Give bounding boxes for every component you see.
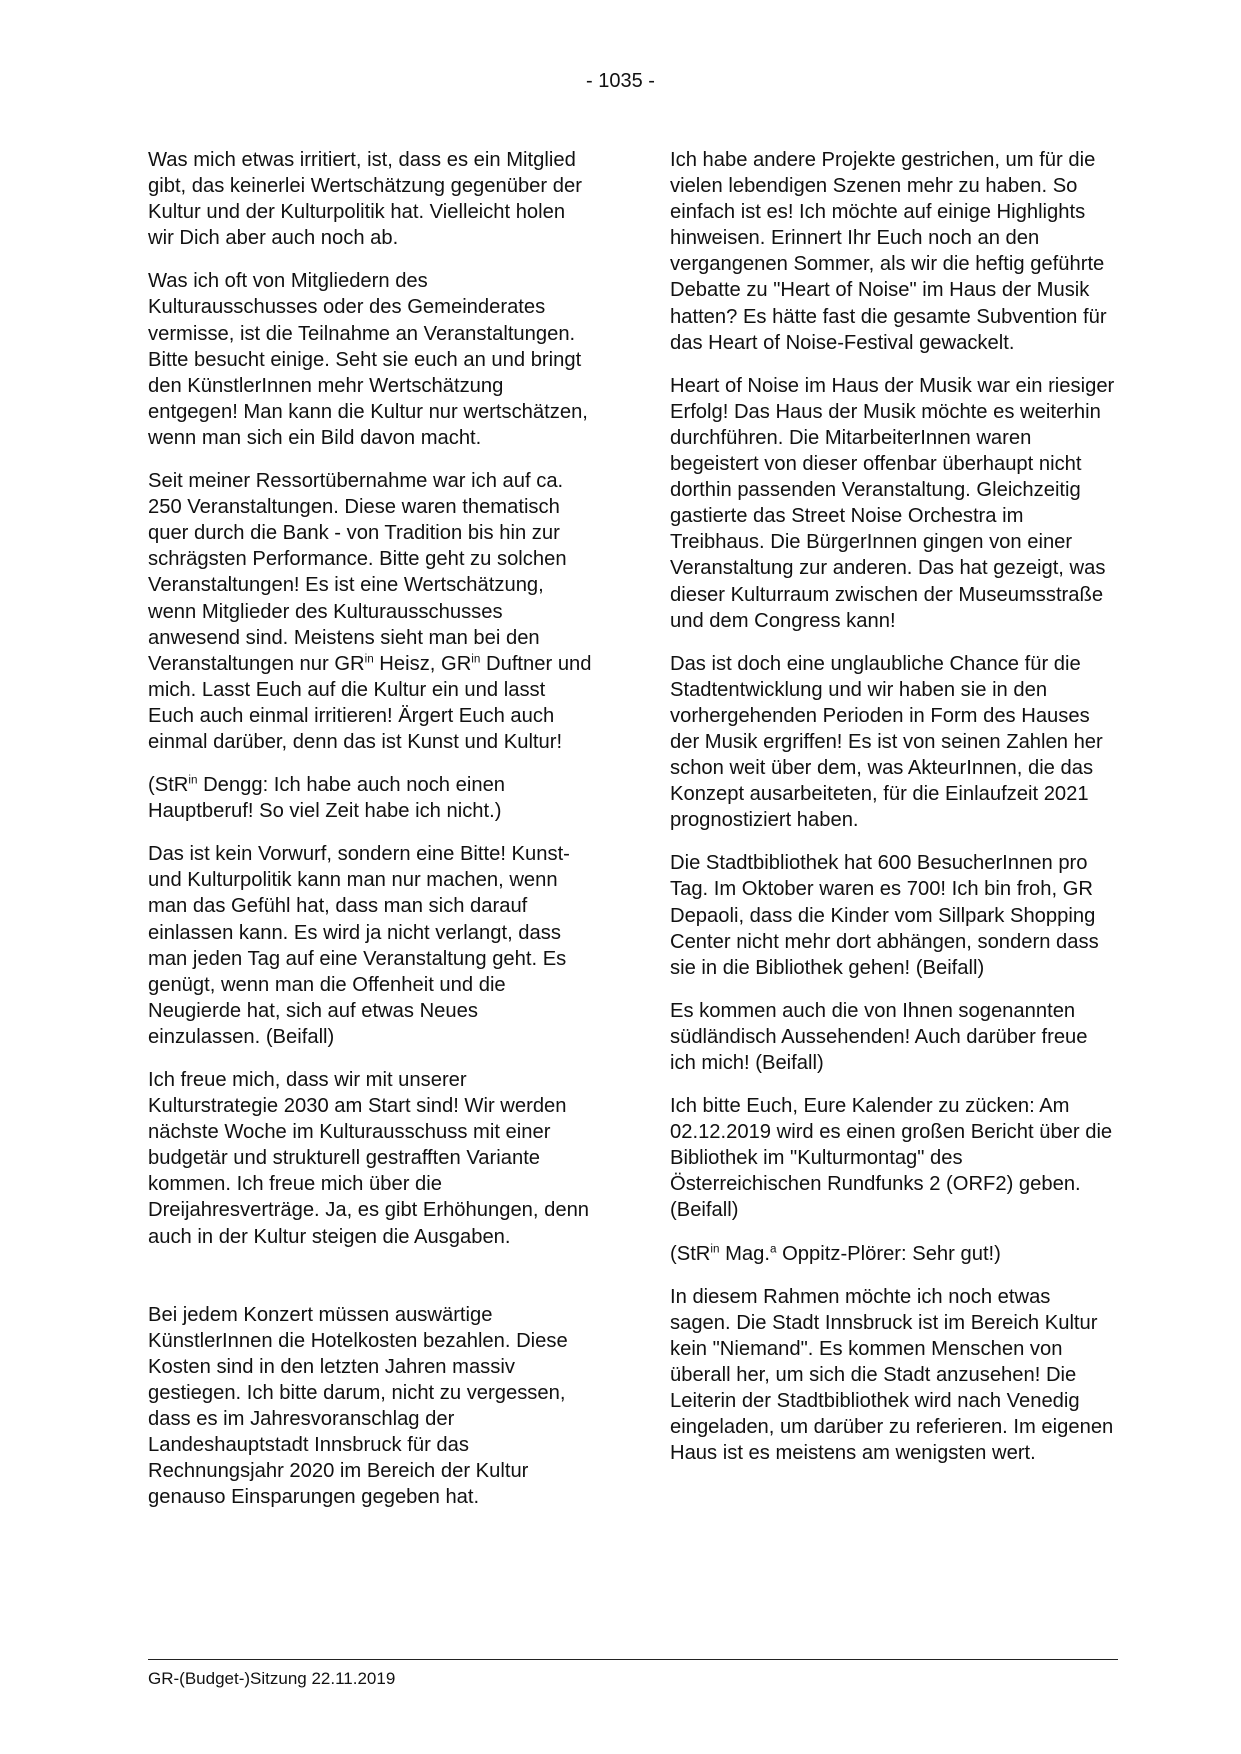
paragraph: Heart of Noise im Haus der Musik war ein riesiger Erfolg! Das Haus der Musik möchte es weiterhin durchführen. Die MitarbeiterInnen waren begeistert von dieser offenbar überhaupt nicht dorthin passenden Veranstaltung. Gleichzeitig gastierte das Street Noise Orchestra im Treibhaus. Die BürgerInnen gingen von einer Veranstaltung zur anderen. Das hat gezeigt, was dieser Kulturraum zwischen der Museumsstraße und dem Congress kann! [670, 374, 1115, 632]
title-abbreviation: GR [441, 652, 472, 675]
paragraph: Es kommen auch die von Ihnen sogenannten südländisch Aussehenden! Auch darüber freue ich mich! (Beifall) [670, 999, 1088, 1074]
text-span: (StR [670, 1242, 711, 1265]
superscript: in [710, 1241, 720, 1255]
footer-session-label: GR-(Budget-)Sitzung 22.11.2019 [148, 1669, 396, 1688]
text-span: Oppitz-Plörer: Sehr gut!) [776, 1242, 1001, 1265]
footer-divider [148, 1659, 1118, 1660]
superscript: in [471, 651, 481, 665]
paragraph: Die Stadtbibliothek hat 600 BesucherInnen pro Tag. Im Oktober waren es 700! Ich bin froh, GR Depaoli, dass die Kinder vom Sillpark Shopping Center nicht mehr dort abhängen, sondern dass sie in die Bibliothek gehen! (Beifall) [670, 852, 1099, 979]
paragraph: Ich habe andere Projekte gestrichen, um für die vielen lebendigen Szenen mehr zu haben. So einfach ist es! Ich möchte auf einige Highlights hinweisen. Erinnert Ihr Euch noch an den vergangenen Sommer, als wir die heftig geführte Debatte zu "Heart of Noise" im Haus der Musik hatten? Es hätte fast die gesamte Subvention für das Heart of Noise-Festival gewackelt. [670, 149, 1107, 354]
left-column [148, 147, 594, 1527]
paragraph: In diesem Rahmen möchte ich noch etwas sagen. Die Stadt Innsbruck ist im Bereich Kultur kein "Niemand". Es kommen Menschen von überall her, um sich die Stadt anzusehen! Die Leiterin der Stadtbibliothek wird nach Venedig eingeladen, um darüber zu referieren. Im eigenen Haus ist es meistens am wenigsten wert. [670, 1285, 1114, 1465]
paragraph: Ich bitte Euch, Eure Kalender zu zücken: Am 02.12.2019 wird es einen großen Bericht über die Bibliothek im "Kulturmontag" des Österreichischen Rundfunks 2 (ORF2) geben. (Beifall) [670, 1095, 1113, 1222]
paragraph: Das ist kein Vorwurf, sondern eine Bitte! Kunst- und Kulturpolitik kann man nur machen, wenn man das Gefühl hat, dass man sich darauf einlassen kann. Es wird ja nicht verlangt, dass man jeden Tag auf eine Veranstaltung geht. Es genügt, wenn man die Offenheit und die Neugierde hat, sich auf etwas Neues einzulassen. (Beifall) [148, 843, 570, 1048]
interjection [670, 1241, 1116, 1267]
superscript: in [364, 651, 374, 665]
text-span: Duftner und mich. Lasst Euch auf die Kultur ein und lasst Euch auch einmal irritieren! Ärgert Euch auch einmal darüber, denn das ist Kunst und Kultur! [148, 652, 592, 753]
superscript: a [769, 1241, 777, 1255]
superscript: in [188, 773, 198, 787]
right-column [670, 147, 1116, 1483]
paragraph: Ich freue mich, dass wir mit unserer Kulturstrategie 2030 am Start sind! Wir werden nächste Woche im Kulturausschuss mit einer budgetär und strukturell gestrafften Variante kommen. Ich freue mich über die Dreijahresverträge. Ja, es gibt Erhöhungen, denn auch in der Kultur steigen die Ausgaben. [148, 1069, 590, 1248]
paragraph: Das ist doch eine unglaubliche Chance für die Stadtentwicklung und wir haben sie in den vorhergehenden Perioden in Form des Hauses der Musik ergriffen! Es ist von seinen Zahlen her schon weit über dem, was AkteurInnen, die das Konzept ausarbeiteten, für die Einlaufzeit 2021 prognostiziert haben. [670, 652, 1103, 832]
paragraph: Was ich oft von Mitgliedern des Kulturausschusses oder des Gemeinderates vermisse, ist die Teilnahme an Veranstaltungen. Bitte besucht einige. Seht sie euch an und bringt den KünstlerInnen mehr Wertschätzung entgegen! Man kann die Kultur nur wertschätzen, wenn man sich ein Bild davon macht. [148, 270, 588, 449]
paragraph: Bei jedem Konzert müssen auswärtige KünstlerInnen die Hotelkosten bezahlen. Diese Kosten sind in den letzten Jahren massiv gestiegen. Ich bitte darum, nicht zu vergessen, dass es im Jahresvoranschlag der Landeshauptstadt Innsbruck für das Rechnungsjahr 2020 im Bereich der Kultur genauso Einsparungen gegeben hat. [148, 1303, 568, 1509]
text-span: Heisz, [373, 652, 442, 675]
paragraph [148, 468, 594, 755]
text-span: Dengg: Ich habe auch noch einen Hauptberuf! So viel Zeit habe ich nicht.) [148, 774, 506, 823]
text-span: (StR [148, 774, 189, 797]
text-span: Seit meiner Ressortübernahme war ich auf ca. 250 Veranstaltungen. Diese waren thematisch quer durch die Bank - von Tradition bis hin zur schrägsten Performance. Bitte geht zu solchen Veranstaltungen! Es ist eine Wertschätzung, wenn Mitglieder des Kulturausschusses anwesend sind. Meistens sieht man bei den Veranstaltungen nur [148, 470, 567, 675]
page-number: - 1035 - [586, 70, 655, 92]
title-abbreviation: GR [334, 652, 365, 675]
interjection [148, 772, 594, 824]
paragraph: Was mich etwas irritiert, ist, dass es ein Mitglied gibt, das keinerlei Wertschätzung gegenüber der Kultur und der Kulturpolitik hat. Vielleicht holen wir Dich aber auch noch ab. [148, 149, 582, 250]
text-span: Mag. [719, 1242, 770, 1265]
